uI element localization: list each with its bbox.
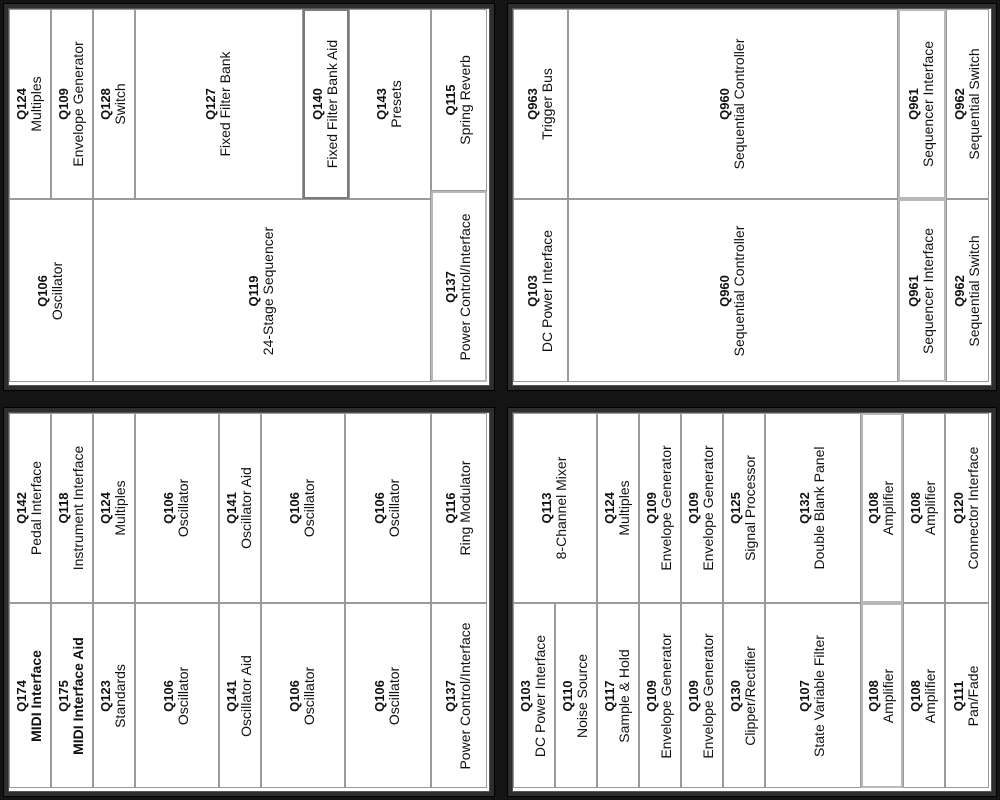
module-name: Fixed Filter Bank Aid bbox=[324, 39, 341, 169]
module-code: Q109 bbox=[56, 88, 72, 120]
module-code: Q111 bbox=[951, 680, 967, 711]
module-label bbox=[57, 446, 87, 571]
module-q108 bbox=[903, 603, 945, 788]
module-label bbox=[561, 653, 591, 737]
module-code: Q124 bbox=[98, 492, 114, 524]
module-q132 bbox=[765, 413, 861, 603]
module-label bbox=[907, 41, 937, 167]
module-name: MIDI Interface bbox=[28, 649, 45, 742]
module-name: Oscillator bbox=[175, 478, 192, 538]
module-code: Q103 bbox=[518, 679, 534, 712]
module-q961 bbox=[898, 199, 946, 382]
module-code: Q137 bbox=[443, 679, 459, 712]
module-name: Oscillator bbox=[49, 261, 66, 320]
module-code: Q108 bbox=[866, 679, 882, 712]
module-q963 bbox=[513, 9, 568, 199]
module-code: Q961 bbox=[906, 274, 922, 307]
module-q106 bbox=[345, 603, 431, 788]
module-code: Q175 bbox=[56, 679, 72, 712]
module-name: Connector Interface bbox=[965, 446, 982, 570]
module-q174 bbox=[9, 603, 51, 788]
module-name: Envelope Generator bbox=[700, 632, 717, 759]
module-code: Q106 bbox=[287, 679, 303, 712]
module-label bbox=[444, 55, 474, 145]
module-label bbox=[288, 479, 318, 537]
module-q109 bbox=[681, 413, 723, 603]
module-q137 bbox=[431, 603, 487, 788]
cabinet-top-right bbox=[508, 4, 996, 390]
module-name: Multiples bbox=[28, 76, 45, 132]
module-code: Q108 bbox=[866, 492, 882, 524]
module-code: Q106 bbox=[372, 679, 388, 712]
module-name: Multiples bbox=[616, 480, 633, 536]
module-name: Signal Processor bbox=[742, 455, 759, 561]
module-q124 bbox=[93, 413, 135, 603]
module-name: Amplifier bbox=[880, 480, 897, 536]
module-code: Q108 bbox=[908, 492, 924, 524]
module-code: Q140 bbox=[310, 88, 326, 120]
module-code: Q960 bbox=[717, 88, 733, 120]
module-label bbox=[373, 666, 403, 724]
module-q128 bbox=[93, 9, 135, 199]
module-label bbox=[718, 39, 748, 170]
module-code: Q109 bbox=[686, 679, 702, 712]
module-label bbox=[687, 633, 717, 758]
module-label bbox=[867, 668, 897, 722]
module-code: Q106 bbox=[372, 492, 388, 524]
module-name: Clipper/Rectifier bbox=[742, 645, 759, 746]
module-q110 bbox=[555, 603, 597, 788]
module-q111 bbox=[945, 603, 989, 788]
module-name: Presets bbox=[388, 80, 405, 128]
module-q124 bbox=[9, 9, 51, 199]
module-name: Sequencer Interface bbox=[920, 40, 937, 168]
module-code: Q113 bbox=[539, 492, 555, 524]
module-q106 bbox=[261, 603, 345, 788]
module-name: Envelope Generator bbox=[658, 632, 675, 759]
module-label bbox=[15, 461, 45, 555]
module-name: Envelope Generator bbox=[658, 445, 675, 571]
module-label bbox=[867, 481, 897, 535]
module-name: Trigger Bus bbox=[538, 68, 555, 140]
module-q108 bbox=[861, 603, 903, 788]
module-q961 bbox=[898, 9, 946, 199]
module-name: Multiples bbox=[112, 480, 129, 536]
module-q119 bbox=[93, 199, 431, 382]
cabinet-top-left bbox=[4, 4, 494, 390]
module-code: Q116 bbox=[443, 492, 459, 524]
module-label bbox=[729, 455, 759, 561]
module-label bbox=[375, 80, 405, 127]
module-name: Envelope Generator bbox=[70, 41, 87, 167]
module-label bbox=[57, 41, 87, 166]
module-code: Q106 bbox=[161, 679, 177, 712]
module-name: State Variable Filter bbox=[811, 634, 828, 757]
module-q106 bbox=[9, 199, 93, 382]
module-name: Oscillator Aid bbox=[238, 467, 255, 549]
module-name: DC Power Interface bbox=[538, 229, 555, 352]
module-q960 bbox=[568, 199, 898, 382]
module-q120 bbox=[945, 413, 989, 603]
module-label bbox=[247, 226, 277, 354]
module-q118 bbox=[51, 413, 93, 603]
module-code: Q118 bbox=[56, 492, 72, 524]
module-code: Q109 bbox=[686, 492, 702, 524]
module-code: Q142 bbox=[14, 492, 30, 524]
module-code: Q143 bbox=[374, 88, 390, 120]
module-label bbox=[373, 479, 403, 537]
module-label bbox=[645, 633, 675, 758]
module-label bbox=[225, 467, 255, 549]
module-q125 bbox=[723, 413, 765, 603]
module-q124 bbox=[597, 413, 639, 603]
module-name: MIDI Interface Aid bbox=[70, 636, 87, 755]
module-code: Q106 bbox=[35, 274, 51, 307]
module-q113 bbox=[513, 413, 597, 603]
module-q175 bbox=[51, 603, 93, 788]
module-name: Ring Modulator bbox=[457, 460, 474, 556]
module-name: Oscillator bbox=[386, 666, 403, 725]
module-label bbox=[444, 622, 474, 769]
module-name: Envelope Generator bbox=[700, 445, 717, 571]
module-q109 bbox=[681, 603, 723, 788]
module-code: Q130 bbox=[728, 679, 744, 712]
module-code: Q962 bbox=[951, 88, 967, 120]
module-code: Q963 bbox=[524, 88, 540, 120]
module-code: Q103 bbox=[524, 274, 540, 307]
module-label bbox=[526, 68, 556, 140]
module-q960 bbox=[568, 9, 898, 199]
module-q106 bbox=[135, 603, 219, 788]
module-label bbox=[519, 634, 549, 756]
module-code: Q107 bbox=[797, 679, 813, 712]
module-code: Q124 bbox=[14, 88, 30, 120]
module-name: Switch bbox=[112, 83, 129, 125]
module-q141 bbox=[219, 603, 261, 788]
module-label bbox=[687, 445, 717, 570]
module-label bbox=[444, 213, 474, 360]
module-code: Q137 bbox=[443, 270, 459, 303]
module-q109 bbox=[639, 603, 681, 788]
module-name: Power Control/Interface bbox=[457, 212, 474, 361]
module-name: Instrument Interface bbox=[70, 445, 87, 571]
module-q107 bbox=[765, 603, 861, 788]
module-name: Amplifier bbox=[922, 668, 939, 723]
module-label bbox=[603, 649, 633, 742]
module-q109 bbox=[639, 413, 681, 603]
module-label bbox=[952, 665, 982, 726]
module-code: Q132 bbox=[797, 492, 813, 524]
module-label bbox=[99, 83, 129, 124]
module-code: Q109 bbox=[644, 492, 660, 524]
module-label bbox=[953, 235, 983, 346]
module-label bbox=[162, 666, 192, 724]
module-q109 bbox=[51, 9, 93, 199]
module-code: Q123 bbox=[98, 679, 114, 712]
module-code: Q961 bbox=[906, 88, 922, 120]
module-label bbox=[603, 480, 633, 535]
module-q141 bbox=[219, 413, 261, 603]
module-code: Q117 bbox=[602, 679, 618, 712]
module-label bbox=[952, 447, 982, 570]
module-q106 bbox=[135, 413, 219, 603]
module-label bbox=[57, 637, 87, 755]
module-code: Q141 bbox=[224, 679, 240, 712]
module-label bbox=[798, 635, 828, 757]
module-label bbox=[526, 229, 556, 351]
module-q123 bbox=[93, 603, 135, 788]
module-label bbox=[729, 646, 759, 746]
module-label bbox=[99, 664, 129, 728]
module-name: Sequential Controller bbox=[731, 38, 748, 170]
module-name: Pedal Interface bbox=[28, 460, 45, 556]
module-q116 bbox=[431, 413, 487, 603]
module-code: Q110 bbox=[560, 679, 576, 712]
module-code: Q141 bbox=[224, 492, 240, 524]
module-q143 bbox=[349, 9, 431, 199]
module-name: Fixed Filter Bank bbox=[217, 51, 234, 157]
module-code: Q124 bbox=[602, 492, 618, 524]
cabinet-bottom-right bbox=[508, 408, 996, 796]
module-code: Q108 bbox=[908, 679, 924, 712]
module-name: Oscillator bbox=[386, 478, 403, 538]
module-q137 bbox=[431, 191, 487, 382]
module-code: Q128 bbox=[98, 88, 114, 120]
module-name: Amplifier bbox=[922, 480, 939, 536]
module-q962 bbox=[946, 9, 989, 199]
module-name: Standards bbox=[112, 663, 129, 728]
module-name: Oscillator bbox=[175, 666, 192, 725]
module-name: Sequential Switch bbox=[965, 234, 982, 347]
module-code: Q962 bbox=[951, 274, 967, 307]
module-q117 bbox=[597, 603, 639, 788]
module-q962 bbox=[946, 199, 989, 382]
module-name: Noise Source bbox=[574, 653, 591, 738]
cabinet-bottom-left bbox=[4, 408, 494, 796]
module-code: Q106 bbox=[287, 492, 303, 524]
module-name: Power Control/Interface bbox=[457, 621, 474, 770]
module-code: Q120 bbox=[951, 492, 967, 524]
module-code: Q127 bbox=[203, 88, 219, 120]
module-code: Q109 bbox=[644, 679, 660, 712]
module-name: Amplifier bbox=[880, 668, 897, 723]
module-q140 bbox=[303, 9, 349, 199]
module-name: Oscillator bbox=[301, 478, 318, 538]
module-code: Q115 bbox=[443, 84, 459, 116]
module-label bbox=[798, 447, 828, 570]
module-name: 8-Channel Mixer bbox=[553, 456, 570, 560]
module-label bbox=[225, 655, 255, 737]
module-label bbox=[204, 51, 234, 156]
module-label bbox=[907, 227, 937, 353]
module-label bbox=[444, 461, 474, 556]
module-label bbox=[15, 650, 45, 742]
module-q108 bbox=[861, 413, 903, 603]
module-label bbox=[718, 225, 748, 356]
module-label bbox=[311, 40, 341, 168]
module-label bbox=[645, 445, 675, 570]
module-code: Q119 bbox=[246, 274, 262, 307]
module-name: Spring Reverb bbox=[457, 55, 474, 145]
module-name: Pan/Fade bbox=[965, 665, 982, 726]
module-q103 bbox=[513, 199, 568, 382]
module-q130 bbox=[723, 603, 765, 788]
module-label bbox=[540, 457, 570, 560]
module-q108 bbox=[903, 413, 945, 603]
module-label bbox=[15, 76, 45, 131]
module-code: Q125 bbox=[728, 492, 744, 524]
module-label bbox=[36, 261, 66, 319]
module-name: Sequential Switch bbox=[965, 48, 982, 160]
module-code: Q106 bbox=[161, 492, 177, 524]
module-q127 bbox=[135, 9, 303, 199]
module-name: Sequencer Interface bbox=[920, 227, 937, 354]
module-q106 bbox=[261, 413, 345, 603]
module-label bbox=[99, 480, 129, 535]
module-label bbox=[909, 668, 939, 722]
module-name: Sequential Controller bbox=[731, 225, 748, 356]
module-name: DC Power Interface bbox=[532, 634, 549, 757]
module-code: Q960 bbox=[717, 274, 733, 307]
module-q103 bbox=[513, 603, 555, 788]
module-name: Oscillator bbox=[301, 666, 318, 725]
module-label bbox=[162, 479, 192, 537]
module-label bbox=[953, 48, 983, 159]
module-name: Sample & Hold bbox=[616, 648, 633, 743]
module-q115 bbox=[431, 9, 487, 191]
module-label bbox=[909, 481, 939, 535]
module-name: Double Blank Panel bbox=[811, 446, 828, 570]
module-label bbox=[288, 666, 318, 724]
module-name: Oscillator Aid bbox=[238, 654, 255, 737]
module-q106 bbox=[345, 413, 431, 603]
module-code: Q174 bbox=[14, 679, 30, 712]
module-q142 bbox=[9, 413, 51, 603]
module-name: 24-Stage Sequencer bbox=[260, 226, 277, 355]
